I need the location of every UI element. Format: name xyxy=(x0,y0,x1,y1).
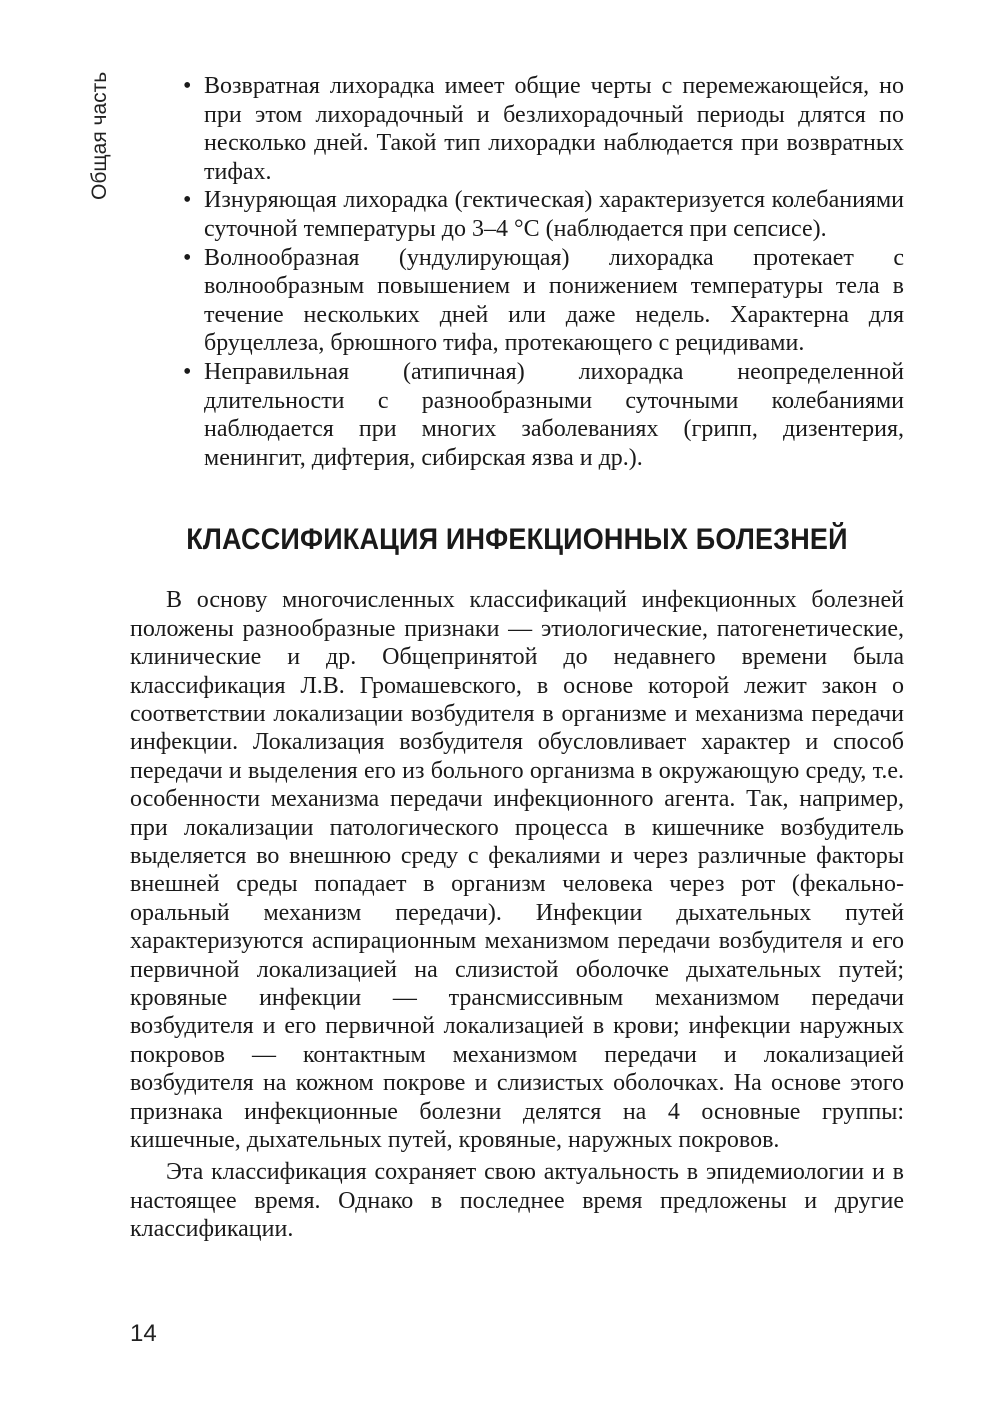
list-item xyxy=(130,72,904,186)
list-item-text: Возвратная лихорадка имеет общие черты с перемежающейся, но при этом лихорадочный и безлихорадочный периоды длятся по несколько дней. Такой тип лихорадки наблюдается при возвратных тифах. xyxy=(204,73,904,185)
list-item-text: Изнуряющая лихорадка (гектическая) характеризуется колебаниями суточной температуры до 3–4 °С (наблюдается при сепсисе). xyxy=(204,187,904,242)
page-content xyxy=(130,72,904,1248)
section-title: КЛАССИФИКАЦИЯ ИНФЕКЦИОННЫХ БОЛЕЗНЕЙ xyxy=(186,523,848,557)
bullet-icon: • xyxy=(183,358,192,385)
page-number: 14 xyxy=(130,1320,157,1347)
list-item xyxy=(130,244,904,358)
list-item-text: Неправильная (атипичная) лихорадка неопределенной длительности с разнообразными суточными колебаниями наблюдается при многих заболеваниях (грипп, дизентерия, менингит, дифтерия, сибирская язва и др.). xyxy=(204,358,904,471)
bullet-icon: • xyxy=(183,244,192,271)
body-paragraph: Эта классификация сохраняет свою актуальность в эпидемиологии и в настоящее время. Однако в последнее время предложены и другие классификации. xyxy=(130,1159,904,1243)
list-item-text: Волнообразная (ундулирующая) лихорадка протекает с волнообразным повышением и понижением температуры тела в течение нескольких дней или даже недель. Характерна для бруцеллеза, брюшного тифа, протекающего с рецидивами. xyxy=(204,244,904,357)
bullet-icon: • xyxy=(183,187,192,214)
fever-types-list xyxy=(130,72,904,472)
list-item xyxy=(130,186,904,243)
body-paragraph: В основу многочисленных классификаций инфекционных болезней положены разнообразные признаки — этиологические, патогенетические, клинические и др. Общепринятой до недавнего времени была классификация Л.В. Громашевского, в основе которой лежит закон о соответствии локализации возбудителя в организме и механизма передачи инфекции. Локализация возбудителя обусловливает характер и способ передачи и выделения его из больного организма в окружающую среду, т.е. особенности механизма передачи инфекционного агента. Так, например, при локализации патологического процесса в кишечнике возбудитель выделяется во внешнюю среду с фекалиями и через различные факторы внешней среды попадает в организм человека через рот (фекально-оральный механизм передачи). Инфекции дыхательных путей характеризуются аспирационным механизмом передачи возбудителя и его первичной локализацией на слизистой оболочке дыхательных путей; кровяные инфекции — трансмиссивным механизмом передачи возбудителя и его первичной локализацией в крови; инфекции наружных покровов — контактным механизмом передачи и локализацией возбудителя на кожном покрове и слизистых оболочках. На основе этого признака инфекционные болезни делятся на 4 основные группы: кишечные, дыхательных путей, кровяные, наружных покровов. xyxy=(130,587,904,1154)
running-head: Общая часть xyxy=(88,71,111,200)
list-item xyxy=(130,358,904,472)
bullet-icon: • xyxy=(183,73,192,99)
